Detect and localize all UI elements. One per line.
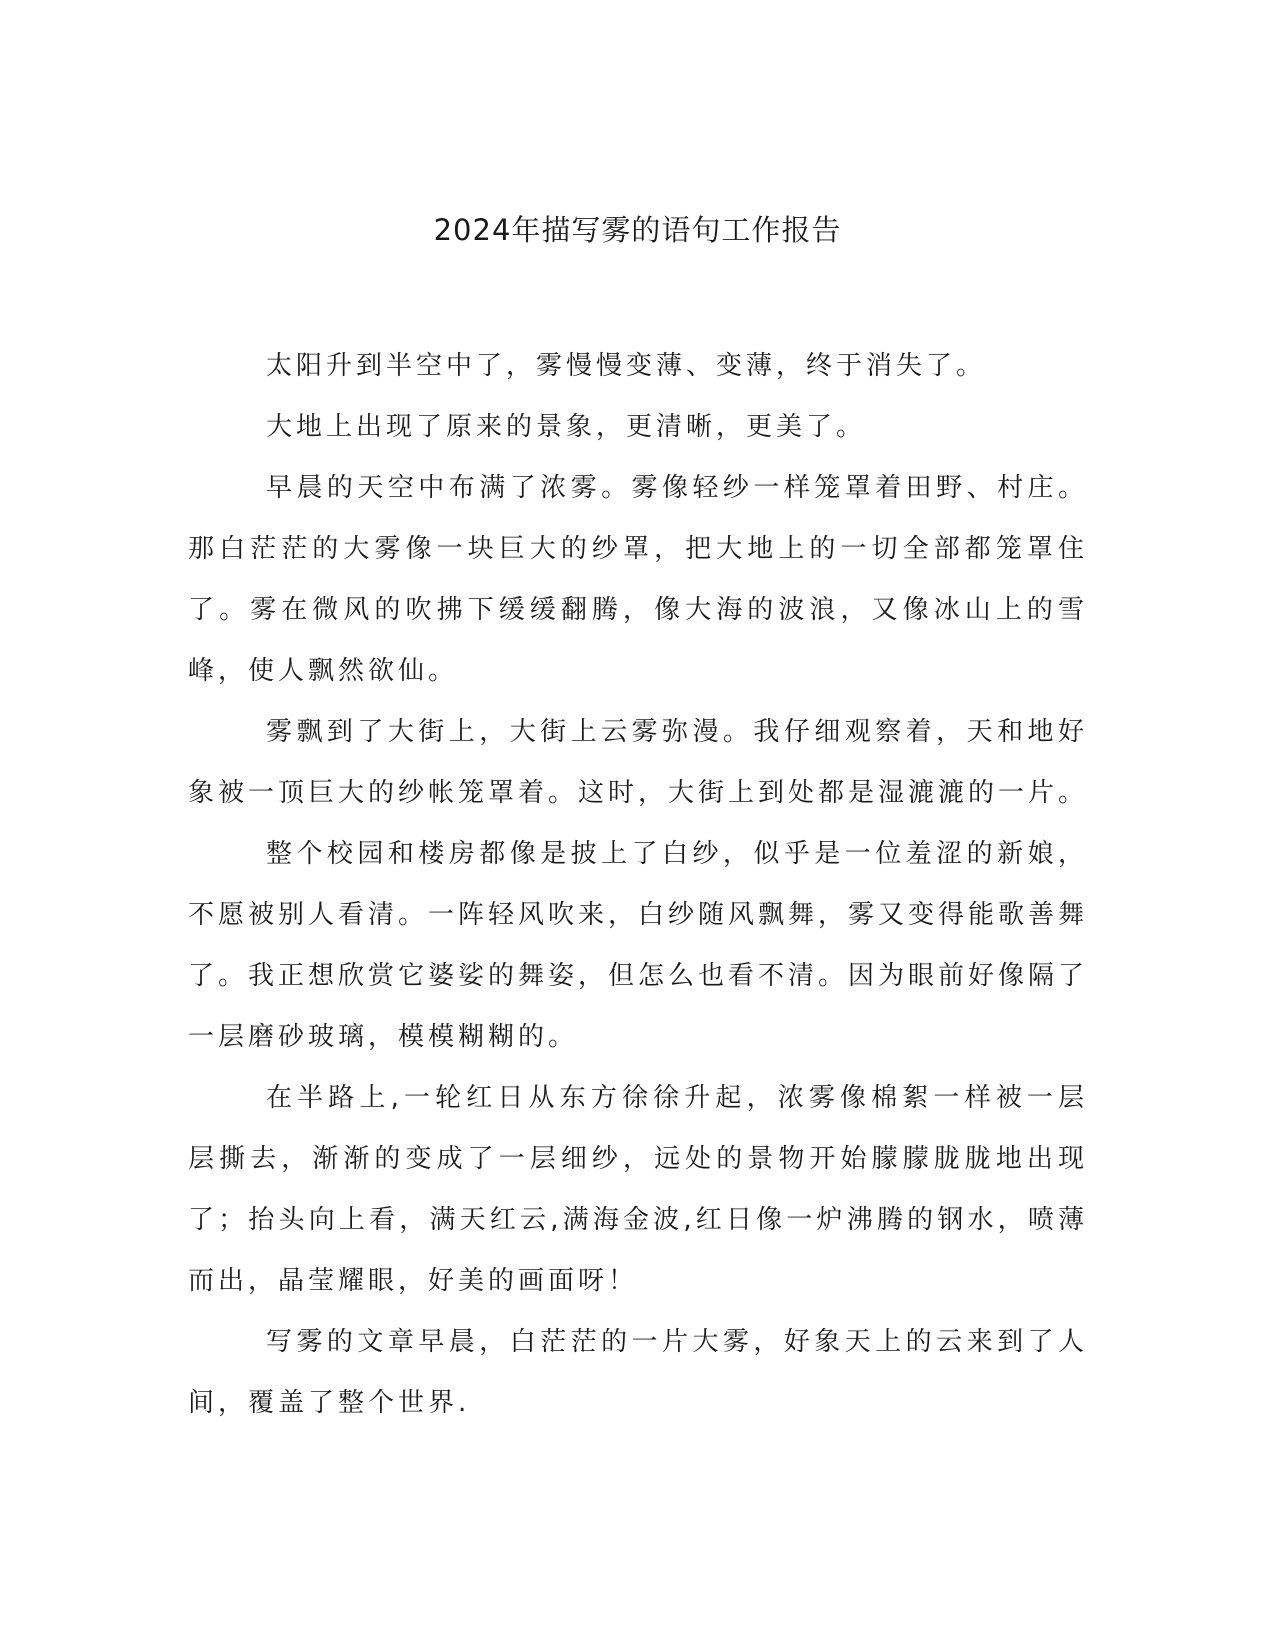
paragraph: 大地上出现了原来的景象，更清晰，更美了。 <box>266 412 867 442</box>
paragraph: 整个校园和楼房都像是披上了白纱，似乎是一位羞涩的新娘，不愿被别人看清。一阵轻风吹来，白纱随风飘舞，雾又变得能歌善舞了。我正想欣赏它婆娑的舞姿，但怎么也看不清。因为眼前好像隔了一层磨砂玻璃，模模糊糊的。 <box>188 839 1089 1052</box>
document-body <box>188 336 1088 1434</box>
paragraph: 在半路上,一轮红日从东方徐徐升起，浓雾像棉絮一样被一层层撕去，渐渐的变成了一层细纱，远处的景物开始朦朦胧胧地出现了；抬头向上看，满天红云,满海金波,红日像一炉沸腾的钢水，喷薄而出，晶莹耀眼，好美的画面呀！ <box>188 1083 1088 1296</box>
paragraph: 太阳升到半空中了，雾慢慢变薄、变薄，终于消失了。 <box>266 351 987 381</box>
paragraph: 写雾的文章早晨，白茫茫的一片大雾，好象天上的云来到了人间，覆盖了整个世界. <box>188 1327 1088 1418</box>
paragraph: 早晨的天空中布满了浓雾。雾像轻纱一样笼罩着田野、村庄。那白茫茫的大雾像一块巨大的纱罩，把大地上的一切全部都笼罩住了。雾在微风的吹拂下缓缓翻腾，像大海的波浪，又像冰山上的雪峰，使人飘然欲仙。 <box>188 473 1088 686</box>
document-title: 2024年描写雾的语句工作报告 <box>433 213 842 247</box>
paragraph: 雾飘到了大街上，大街上云雾弥漫。我仔细观察着，天和地好象被一顶巨大的纱帐笼罩着。这时，大街上到处都是湿漉漉的一片。 <box>188 717 1089 808</box>
